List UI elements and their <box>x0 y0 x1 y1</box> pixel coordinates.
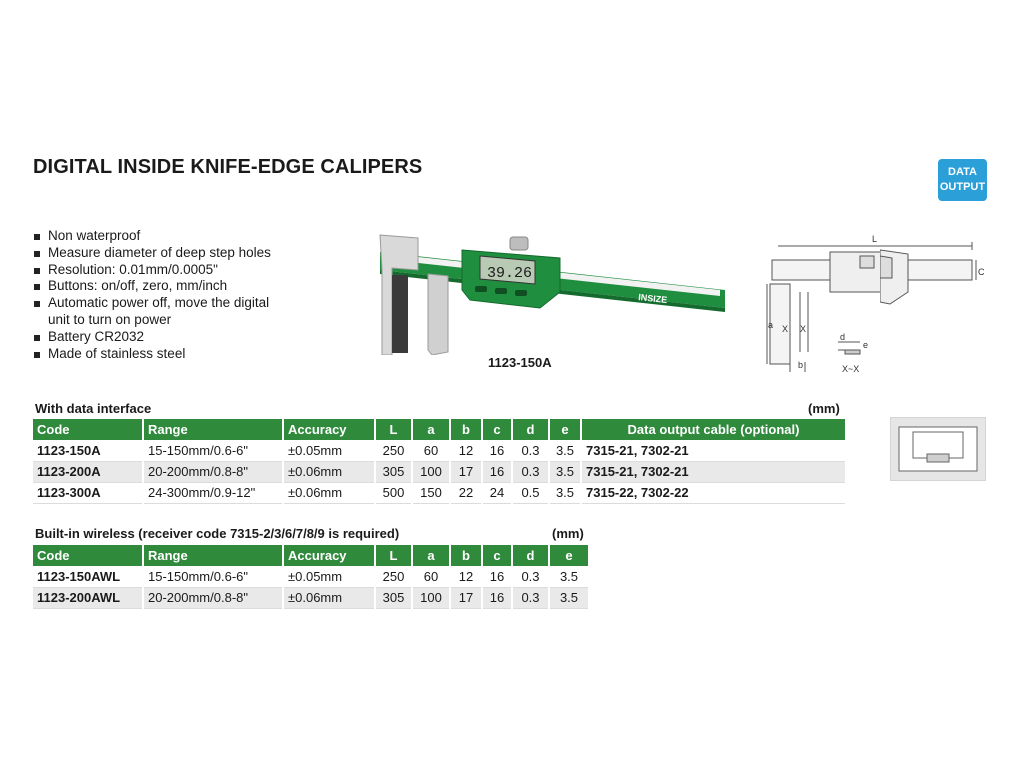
table-row <box>33 440 845 461</box>
cell-L: 250 <box>375 566 412 587</box>
cell-d: 0.3 <box>512 566 549 587</box>
cell-accuracy: ±0.06mm <box>283 587 375 608</box>
cell-range: 24-300mm/0.9-12" <box>143 482 283 503</box>
cell-accuracy: ±0.06mm <box>283 482 375 503</box>
header-cable: Data output cable (optional) <box>581 419 845 440</box>
feature-item: Automatic power off, move the digital <box>33 295 363 312</box>
header-code: Code <box>33 545 143 566</box>
cell-code: 1123-300A <box>33 482 143 503</box>
cell-code: 1123-150A <box>33 440 143 461</box>
cell-code: 1123-200A <box>33 461 143 482</box>
cell-e: 3.5 <box>549 440 581 461</box>
header-L: L <box>375 545 412 566</box>
cell-c: 16 <box>482 461 512 482</box>
feature-item: Battery CR2032 <box>33 329 363 346</box>
cell-e: 3.5 <box>549 461 581 482</box>
header-code: Code <box>33 419 143 440</box>
caliper-product-image <box>370 230 735 355</box>
cell-code: 1123-150AWL <box>33 566 143 587</box>
cell-L: 305 <box>375 461 412 482</box>
cell-c: 24 <box>482 482 512 503</box>
cell-b: 12 <box>450 440 482 461</box>
table-row <box>33 587 588 608</box>
badge-line-2: OUTPUT <box>939 181 986 193</box>
header-range: Range <box>143 545 283 566</box>
lcd-reading: 39.26 <box>487 265 533 282</box>
header-e: e <box>549 419 581 440</box>
drawing-label-a: a <box>768 320 774 330</box>
cell-L: 250 <box>375 440 412 461</box>
drawing-label-L: L <box>872 234 878 244</box>
table-row <box>33 566 588 587</box>
table-header-row <box>33 419 845 440</box>
feature-item: Resolution: 0.01mm/0.0005" <box>33 262 363 279</box>
cell-L: 305 <box>375 587 412 608</box>
cell-d: 0.3 <box>512 587 549 608</box>
drawing-extension <box>880 232 1000 322</box>
table1-section-label: With data interface <box>35 401 152 416</box>
cell-a: 60 <box>412 440 450 461</box>
cell-range: 20-200mm/0.8-8" <box>143 461 283 482</box>
cell-b: 12 <box>450 566 482 587</box>
cell-c: 16 <box>482 587 512 608</box>
cell-a: 100 <box>412 587 450 608</box>
feature-item: Made of stainless steel <box>33 346 363 363</box>
drawing-label-xx: X~X <box>842 364 860 374</box>
cell-a: 100 <box>412 461 450 482</box>
cell-b: 22 <box>450 482 482 503</box>
drawing-label-d: d <box>840 332 846 342</box>
cell-e: 3.5 <box>549 482 581 503</box>
cell-range: 15-150mm/0.6-6" <box>143 566 283 587</box>
product-model-label: 1123-150A <box>488 355 552 370</box>
feature-item: Measure diameter of deep step holes <box>33 245 363 262</box>
header-c: c <box>482 419 512 440</box>
table-row <box>33 461 845 482</box>
cell-accuracy: ±0.06mm <box>283 461 375 482</box>
drawing-label-e: e <box>863 340 869 350</box>
cell-range: 20-200mm/0.8-8" <box>143 587 283 608</box>
cell-cable: 7315-22, 7302-22 <box>581 482 845 503</box>
header-a: a <box>412 545 450 566</box>
header-accuracy: Accuracy <box>283 545 375 566</box>
header-d: d <box>512 419 549 440</box>
header-accuracy: Accuracy <box>283 419 375 440</box>
cell-cable: 7315-21, 7302-21 <box>581 461 845 482</box>
cell-a: 150 <box>412 482 450 503</box>
spec-table-wireless <box>33 545 588 609</box>
header-d: d <box>512 545 549 566</box>
cell-d: 0.3 <box>512 440 549 461</box>
cell-accuracy: ±0.05mm <box>283 440 375 461</box>
header-b: b <box>450 419 482 440</box>
cell-e: 3.5 <box>549 566 588 587</box>
cell-code: 1123-200AWL <box>33 587 143 608</box>
data-output-badge <box>938 159 987 201</box>
feature-item-continued <box>33 312 363 329</box>
table-header-row <box>33 545 588 566</box>
cell-L: 500 <box>375 482 412 503</box>
technical-drawing <box>760 232 880 377</box>
cell-b: 17 <box>450 587 482 608</box>
cell-a: 60 <box>412 566 450 587</box>
table1-unit-label: (mm) <box>808 401 840 416</box>
table2-section-label: Built-in wireless (receiver code 7315-2/3/6/7/8/9 is required) <box>35 526 400 541</box>
header-a: a <box>412 419 450 440</box>
cell-d: 0.5 <box>512 482 549 503</box>
cell-c: 16 <box>482 566 512 587</box>
feature-item: Buttons: on/off, zero, mm/inch <box>33 278 363 295</box>
drawing-label-c: C <box>978 267 985 277</box>
header-e: e <box>549 545 588 566</box>
cell-accuracy: ±0.05mm <box>283 566 375 587</box>
cell-c: 16 <box>482 440 512 461</box>
spec-table-data-interface <box>33 419 845 504</box>
drawing-label-x2: X <box>800 324 807 334</box>
brand-label: INSIZE <box>637 292 668 306</box>
drawing-label-x1: X <box>782 324 789 334</box>
cell-d: 0.3 <box>512 461 549 482</box>
feature-item: Non waterproof <box>33 228 363 245</box>
feature-list <box>33 228 363 362</box>
header-c: c <box>482 545 512 566</box>
cell-range: 15-150mm/0.6-6" <box>143 440 283 461</box>
header-L: L <box>375 419 412 440</box>
drawing-label-b: b <box>798 360 804 370</box>
cell-b: 17 <box>450 461 482 482</box>
feature-text: unit to turn on power <box>48 311 172 327</box>
cross-section-image <box>890 417 986 481</box>
badge-line-1: DATA <box>948 166 977 178</box>
header-range: Range <box>143 419 283 440</box>
table2-unit-label: (mm) <box>552 526 584 541</box>
header-b: b <box>450 545 482 566</box>
page-title: DIGITAL INSIDE KNIFE-EDGE CALIPERS <box>33 156 423 178</box>
cell-cable: 7315-21, 7302-21 <box>581 440 845 461</box>
cell-e: 3.5 <box>549 587 588 608</box>
table-row <box>33 482 845 503</box>
